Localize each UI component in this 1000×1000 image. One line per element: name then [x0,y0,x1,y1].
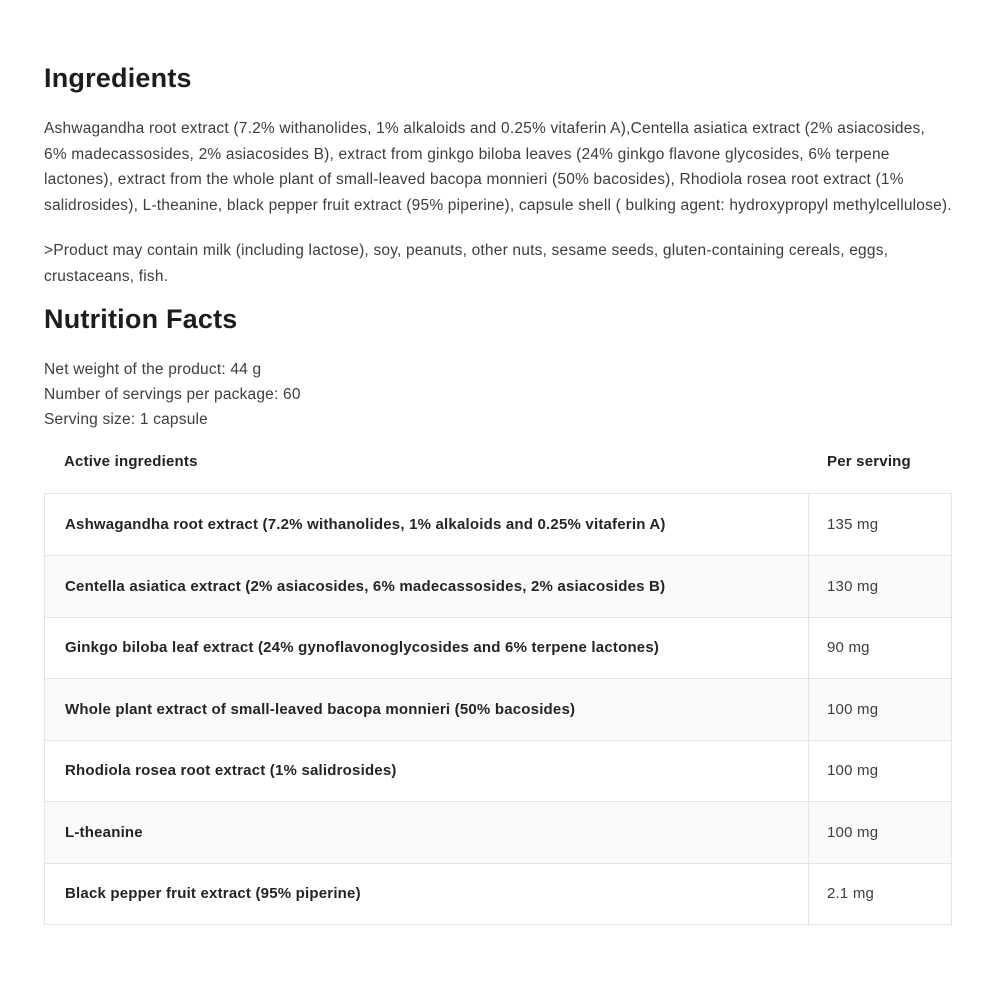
per-serving-cell: 135 mg [827,515,879,533]
ingredient-name-cell: Ginkgo biloba leaf extract (24% gynoflavonoglycosides and 6% terpene lactones) [45,618,809,679]
ingredient-name-cell: Ashwagandha root extract (7.2% withanolides, 1% alkaloids and 0.25% vitaferin A) [45,494,809,556]
table-row [45,740,951,802]
ingredient-name-cell: Rhodiola rosea root extract (1% salidrosides) [45,741,809,802]
net-weight-line: Net weight of the product: 44 g [44,360,262,378]
per-serving-cell: 130 mg [827,577,879,595]
ingredients-description: Ashwagandha root extract (7.2% withanolides, 1% alkaloids and 0.25% vitaferin A),Centella asiatica extract (2% asiacosides, 6% madecassosides, 2% asiacosides B), extract from ginkgo biloba leaves (24% ginkgo flavone glycosides, 6% terpene lactones), extract from the whole plant of small-leaved bacopa monnieri (50% bacosides), Rhodiola rosea root extract (1% salidrosides), L-theanine, black pepper fruit extract (95% piperine), capsule shell ( bulking agent: hydroxypropyl methylcellulose). [44,120,952,214]
servings-per-package-line: Number of servings per package: 60 [44,385,301,403]
column-header-per-serving: Per serving [827,452,911,470]
per-serving-cell: 100 mg [827,823,879,841]
table-row [45,678,951,740]
active-ingredients-table [44,493,952,926]
per-serving-cell: 100 mg [827,762,879,780]
ingredient-name-cell: Whole plant extract of small-leaved bacopa monnieri (50% bacosides) [45,679,809,740]
column-header-active-ingredients: Active ingredients [64,452,198,470]
ingredient-name-cell: Black pepper fruit extract (95% piperine) [45,864,809,925]
ingredient-name-cell: Centella asiatica extract (2% asiacosides, 6% madecassosides, 2% asiacosides B) [45,556,809,617]
ingredients-heading: Ingredients [44,63,192,93]
table-header [44,453,952,470]
table-row [45,494,951,556]
table-row [45,863,951,925]
product-info [44,357,952,432]
ingredient-name-cell: L-theanine [45,802,809,863]
per-serving-cell: 90 mg [827,639,870,657]
allergen-note: >Product may contain milk (including lactose), soy, peanuts, other nuts, sesame seeds, gluten-containing cereals, eggs, crustaceans, fish. [44,242,889,285]
serving-size-line: Serving size: 1 capsule [44,410,208,428]
per-serving-cell: 100 mg [827,700,879,718]
per-serving-cell: 2.1 mg [827,885,875,903]
table-row [45,617,951,679]
table-row [45,801,951,863]
table-row [45,555,951,617]
nutrition-facts-heading: Nutrition Facts [44,304,238,335]
